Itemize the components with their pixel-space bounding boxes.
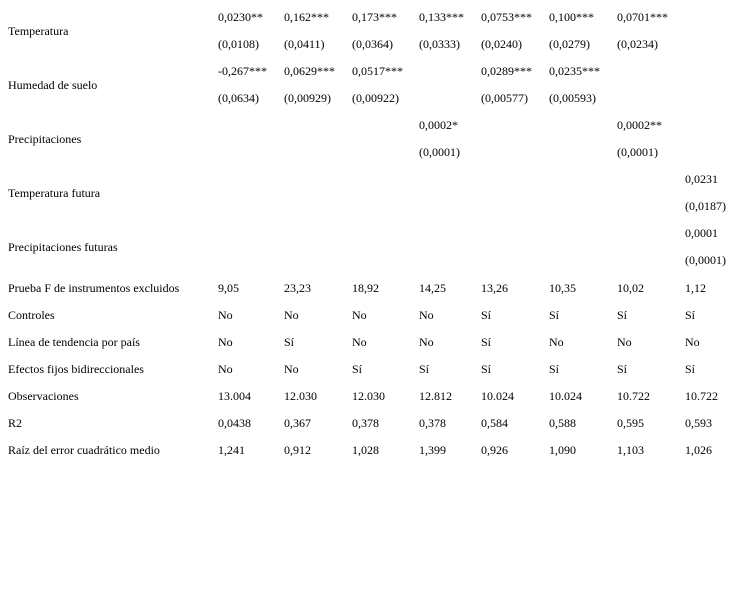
stat-label: Controles — [8, 308, 55, 322]
std-error-cell: (0,00922) — [352, 91, 399, 105]
coefficient-cell: 0,162*** — [284, 10, 329, 24]
row-label: Precipitaciones — [8, 132, 82, 146]
std-error-cell: (0,00929) — [284, 91, 331, 105]
stat-value-cell: Sí — [481, 335, 492, 349]
stat-value-cell: 1,090 — [549, 443, 576, 457]
stat-value-cell: 1,12 — [685, 281, 706, 295]
coefficient-cell: 0,173*** — [352, 10, 397, 24]
std-error-cell: (0,0001) — [419, 145, 460, 159]
stat-value-cell: No — [419, 308, 434, 322]
stat-label: Observaciones — [8, 389, 79, 403]
stat-value-cell: 1,028 — [352, 443, 379, 457]
coefficient-cell: 0,0753*** — [481, 10, 532, 24]
coefficient-cell: 0,0002* — [419, 118, 458, 132]
stat-value-cell: 10.024 — [481, 389, 514, 403]
row-label: Temperatura — [8, 24, 69, 38]
std-error-cell: (0,0001) — [617, 145, 658, 159]
coefficient-cell: 0,0289*** — [481, 64, 532, 78]
stat-value-cell: No — [352, 335, 367, 349]
coefficient-cell: 0,100*** — [549, 10, 594, 24]
coefficient-cell: 0,0002** — [617, 118, 662, 132]
stat-value-cell: 13,26 — [481, 281, 508, 295]
coefficient-cell: 0,0701*** — [617, 10, 668, 24]
stat-value-cell: No — [284, 362, 299, 376]
coefficient-cell: 0,0629*** — [284, 64, 335, 78]
std-error-cell: (0,0634) — [218, 91, 259, 105]
stat-value-cell: 0,378 — [419, 416, 446, 430]
stat-value-cell: No — [352, 308, 367, 322]
coefficient-cell: 0,0517*** — [352, 64, 403, 78]
row-label: Precipitaciones futuras — [8, 240, 118, 254]
stat-value-cell: 0,0438 — [218, 416, 251, 430]
stat-value-cell: 14,25 — [419, 281, 446, 295]
std-error-cell: (0,0108) — [218, 37, 259, 51]
stat-value-cell: Sí — [549, 308, 560, 322]
stat-value-cell: 0,588 — [549, 416, 576, 430]
stat-value-cell: Sí — [549, 362, 560, 376]
stat-value-cell: 0,595 — [617, 416, 644, 430]
stat-value-cell: 0,367 — [284, 416, 311, 430]
row-label: Temperatura futura — [8, 186, 101, 200]
stat-value-cell: 1,026 — [685, 443, 712, 457]
std-error-cell: (0,0411) — [284, 37, 325, 51]
stat-value-cell: No — [419, 335, 434, 349]
stat-label: Prueba F de instrumentos excluidos — [8, 281, 180, 295]
stat-value-cell: Sí — [419, 362, 430, 376]
stat-value-cell: 9,05 — [218, 281, 239, 295]
stat-value-cell: 12.030 — [284, 389, 317, 403]
std-error-cell: (0,0240) — [481, 37, 522, 51]
stat-value-cell: 0,912 — [284, 443, 311, 457]
stat-value-cell: 10,35 — [549, 281, 576, 295]
std-error-cell: (0,0333) — [419, 37, 460, 51]
stat-value-cell: 1,399 — [419, 443, 446, 457]
stat-value-cell: Sí — [685, 308, 696, 322]
stat-value-cell: Sí — [617, 362, 628, 376]
std-error-cell: (0,0279) — [549, 37, 590, 51]
stat-value-cell: Sí — [481, 308, 492, 322]
stat-value-cell: No — [218, 362, 233, 376]
coefficient-cell: 0,133*** — [419, 10, 464, 24]
stat-value-cell: 10.722 — [617, 389, 650, 403]
coefficient-cell: 0,0001 — [685, 226, 718, 240]
stat-value-cell: Sí — [617, 308, 628, 322]
stat-value-cell: Sí — [352, 362, 363, 376]
stat-value-cell: 10.024 — [549, 389, 582, 403]
stat-label: R2 — [8, 416, 23, 430]
stat-value-cell: 18,92 — [352, 281, 379, 295]
coefficient-cell: 0,0231 — [685, 172, 718, 186]
stat-value-cell: 1,103 — [617, 443, 644, 457]
stat-value-cell: 10.722 — [685, 389, 718, 403]
stat-value-cell: 10,02 — [617, 281, 644, 295]
coefficient-cell: 0,0235*** — [549, 64, 600, 78]
stat-value-cell: 1,241 — [218, 443, 245, 457]
stat-value-cell: 0,926 — [481, 443, 508, 457]
stat-value-cell: No — [218, 308, 233, 322]
stat-value-cell: 23,23 — [284, 281, 311, 295]
stat-value-cell: 0,584 — [481, 416, 508, 430]
stat-value-cell: Sí — [284, 335, 295, 349]
std-error-cell: (0,0234) — [617, 37, 658, 51]
stat-value-cell: No — [218, 335, 233, 349]
stat-value-cell: No — [617, 335, 632, 349]
stat-label: Línea de tendencia por país — [8, 335, 140, 349]
stat-value-cell: No — [549, 335, 564, 349]
stat-value-cell: 0,593 — [685, 416, 712, 430]
std-error-cell: (0,0187) — [685, 199, 726, 213]
stat-label: Efectos fijos bidireccionales — [8, 362, 144, 376]
stat-value-cell: 12.812 — [419, 389, 452, 403]
stat-value-cell: 0,378 — [352, 416, 379, 430]
std-error-cell: (0,00593) — [549, 91, 596, 105]
coefficient-cell: -0,267*** — [218, 64, 267, 78]
std-error-cell: (0,0364) — [352, 37, 393, 51]
row-label: Humedad de suelo — [8, 78, 98, 92]
stat-value-cell: Sí — [481, 362, 492, 376]
stat-value-cell: 13.004 — [218, 389, 251, 403]
stat-value-cell: 12.030 — [352, 389, 385, 403]
stat-value-cell: No — [284, 308, 299, 322]
stat-label: Raíz del error cuadrático medio — [8, 443, 160, 457]
stat-value-cell: Sí — [685, 362, 696, 376]
std-error-cell: (0,0001) — [685, 253, 726, 267]
coefficient-cell: 0,0230** — [218, 10, 263, 24]
stat-value-cell: No — [685, 335, 700, 349]
std-error-cell: (0,00577) — [481, 91, 528, 105]
